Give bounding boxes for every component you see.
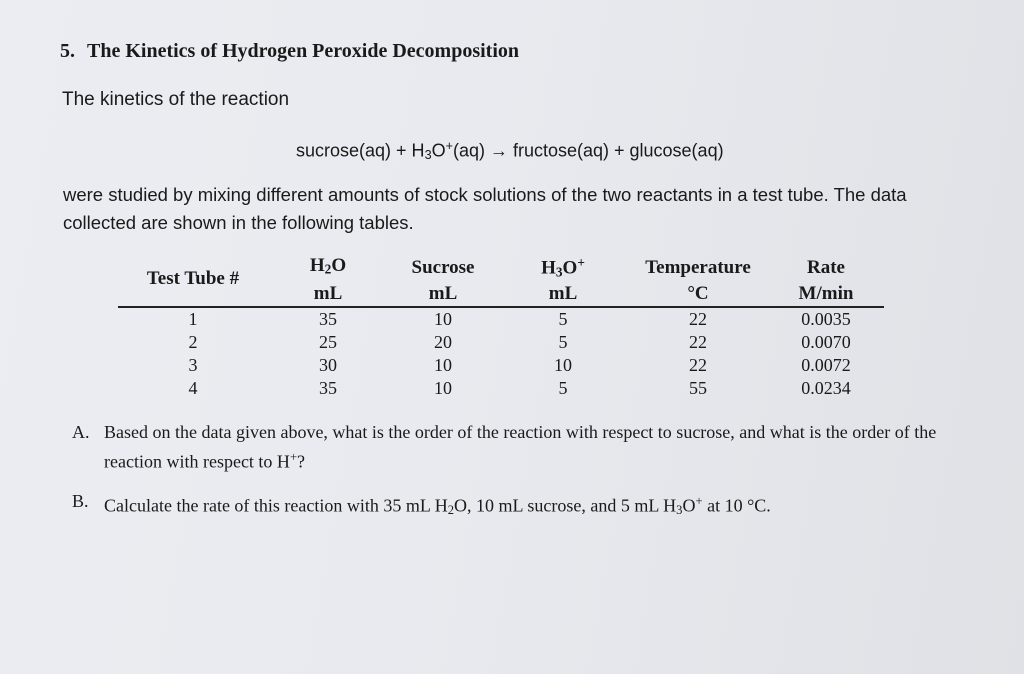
cell-sucrose: 10	[434, 355, 452, 376]
cell-sucrose: 10	[434, 378, 452, 399]
question-title	[60, 40, 519, 63]
part-b-body: O	[682, 495, 696, 516]
part-a-label: A.	[72, 422, 90, 442]
cell-tube: 1	[188, 309, 198, 330]
part-b-sup: +	[695, 494, 703, 508]
table-row	[118, 377, 884, 400]
reaction-sub: 3	[424, 147, 432, 162]
table-row	[118, 331, 884, 354]
header-h3o	[498, 252, 628, 283]
part-a	[72, 420, 952, 474]
header-test-tube: Test Tube #	[118, 252, 268, 307]
part-b-text	[104, 489, 771, 523]
part-a-body: Based on the data given above, what is the order of the reaction with respect to sucrose, and what is the order of the reaction with respect to H	[104, 422, 937, 472]
cell-sucrose: 10	[434, 309, 452, 330]
cell-rate: 0.0072	[801, 355, 851, 376]
reaction-part: (aq) → fructose(aq) + glucose(aq)	[452, 140, 724, 161]
part-a-sup: +	[289, 450, 298, 464]
part-b	[72, 489, 952, 523]
unit-h3o: mL	[498, 283, 628, 307]
cell-rate: 0.0035	[801, 309, 851, 330]
cell-h3o: 5	[558, 378, 568, 399]
cell-rate: 0.0234	[801, 378, 851, 399]
reaction-sup: +	[445, 139, 453, 153]
cell-temp: 55	[689, 378, 707, 399]
table-row	[118, 307, 884, 331]
reaction-equation	[296, 139, 724, 162]
cell-h2o: 35	[319, 378, 337, 399]
header-sub: 2	[324, 261, 332, 277]
unit-rate: M/min	[768, 283, 884, 307]
intro-text: The kinetics of the reaction	[62, 89, 290, 110]
part-b-body: Calculate the rate of this reaction with 35 mL H	[104, 495, 448, 516]
cell-tube: 2	[188, 332, 198, 353]
reaction-part: sucrose(aq) + H	[296, 140, 425, 161]
header-h2o	[268, 252, 388, 283]
part-b-sub: 3	[676, 502, 683, 517]
unit-h2o: mL	[268, 283, 388, 307]
cell-temp: 22	[689, 332, 707, 353]
cell-temp: 22	[689, 309, 707, 330]
header-row	[118, 252, 884, 283]
cell-h3o: 10	[554, 355, 572, 376]
header-rate: Rate	[807, 256, 845, 278]
cell-h3o: 5	[558, 332, 568, 353]
cell-sucrose: 20	[434, 332, 452, 353]
part-b-body: at 10 °C.	[702, 495, 771, 516]
cell-tube: 3	[188, 355, 198, 376]
header-sub: 3	[555, 264, 563, 280]
part-a-end: ?	[297, 451, 306, 472]
cell-h2o: 35	[319, 309, 337, 330]
cell-h2o: 25	[319, 332, 337, 353]
header-sup: +	[577, 255, 585, 270]
cell-rate: 0.0070	[801, 332, 851, 353]
part-a-text	[104, 420, 952, 474]
reaction-part: O	[431, 140, 446, 161]
cell-h3o: 5	[558, 309, 568, 330]
cell-h2o: 30	[319, 355, 337, 376]
question-title-text: The Kinetics of Hydrogen Peroxide Decomposition	[87, 40, 520, 62]
cell-temp: 22	[689, 355, 707, 376]
header-sucrose: Sucrose	[411, 256, 475, 278]
header-text: O	[562, 257, 578, 279]
unit-sucrose: mL	[388, 283, 498, 307]
cell-tube: 4	[188, 378, 198, 399]
header-text: H	[309, 254, 325, 276]
unit-temp: °C	[628, 283, 768, 307]
table-row	[118, 354, 884, 377]
question-number: 5.	[60, 40, 75, 62]
header-text: H	[541, 257, 556, 279]
part-b-body: O, 10 mL sucrose, and 5 mL H	[454, 495, 677, 516]
header-text: O	[331, 254, 347, 276]
part-b-label: B.	[72, 491, 89, 511]
header-temperature: Temperature	[645, 256, 751, 278]
data-table	[118, 252, 884, 400]
part-b-sub: 2	[447, 502, 455, 517]
description-text: were studied by mixing different amounts of stock solutions of the two reactants in a test tube. The data collected are shown in the following tables.	[63, 184, 907, 233]
